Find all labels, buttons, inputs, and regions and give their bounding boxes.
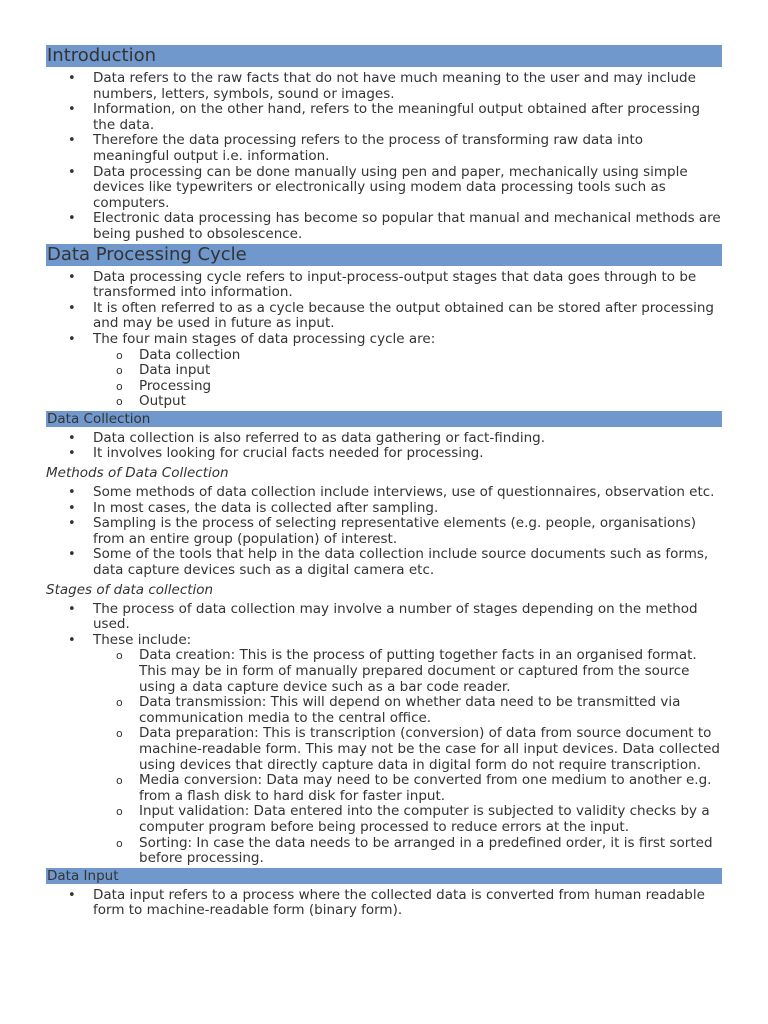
list-item — [46, 633, 722, 867]
heading-data-processing-cycle: Data Processing Cycle — [46, 244, 722, 266]
sub-list-item: o Output — [93, 394, 722, 410]
list-item — [46, 332, 722, 410]
list-item: • Some methods of data collection include interviews, use of questionnaires, observation etc. — [46, 485, 722, 501]
sub-list-item: o Media conversion: Data may need to be converted from one medium to another e.g. from a flash disk to hard disk for faster input. — [93, 773, 722, 804]
list-item: • In most cases, the data is collected after sampling. — [46, 501, 722, 517]
sub-list-item: o Processing — [93, 379, 722, 395]
list-item: • It involves looking for crucial facts needed for processing. — [46, 446, 722, 462]
sub-list-item: o Data preparation: This is transcription (conversion) of data from source document to machine-readable form. This may not be the case for all input devices. Data collected using devices that directly capture data in digital form do not require transcription. — [93, 726, 722, 773]
sub-list-item: o Sorting: In case the data needs to be arranged in a predefined order, it is first sorted before processing. — [93, 836, 722, 867]
list-item: • Data collection is also referred to as data gathering or fact-finding. — [46, 431, 722, 447]
stages-list — [46, 602, 722, 867]
heading-introduction: Introduction — [46, 45, 722, 67]
input-list — [46, 888, 722, 919]
stages-sub-list — [93, 648, 722, 866]
list-item-text: These include: — [93, 631, 192, 648]
introduction-list — [46, 71, 722, 243]
document-content — [46, 45, 722, 920]
list-item: • Data processing can be done manually using pen and paper, mechanically using simple devices like typewriters or electronically using modem data processing tools such as computers. — [46, 165, 722, 212]
list-item: • Data refers to the raw facts that do not have much meaning to the user and may include numbers, letters, symbols, sound or images. — [46, 71, 722, 102]
cycle-stages-list — [93, 348, 722, 410]
cycle-list — [46, 270, 722, 410]
heading-data-collection: Data Collection — [46, 411, 722, 427]
heading-data-input: Data Input — [46, 868, 722, 884]
list-item: • Sampling is the process of selecting representative elements (e.g. people, organisations) from an entire group (population) of interest. — [46, 516, 722, 547]
list-item: • Information, on the other hand, refers to the meaningful output obtained after processing the data. — [46, 102, 722, 133]
sub-list-item: o Data creation: This is the process of putting together facts in an organised format. This may be in form of manually prepared document or captured from the source using a data capture device such as a bar code reader. — [93, 648, 722, 695]
sub-list-item: o Data input — [93, 363, 722, 379]
list-item: • Data input refers to a process where the collected data is converted from human readable form to machine-readable form (binary form). — [46, 888, 722, 919]
list-item: • Data processing cycle refers to input-process-output stages that data goes through to be transformed into information. — [46, 270, 722, 301]
list-item: • Therefore the data processing refers to the process of transforming raw data into meaningful output i.e. information. — [46, 133, 722, 164]
heading-methods-of-data-collection: Methods of Data Collection — [46, 465, 229, 482]
list-item: • The process of data collection may involve a number of stages depending on the method used. — [46, 602, 722, 633]
list-item-text: The four main stages of data processing cycle are: — [93, 330, 436, 347]
sub-list-item: o Input validation: Data entered into the computer is subjected to validity checks by a computer program before being processed to reduce errors at the input. — [93, 804, 722, 835]
methods-list — [46, 485, 722, 579]
sub-list-item: o Data collection — [93, 348, 722, 364]
collection-list — [46, 431, 722, 462]
list-item: • It is often referred to as a cycle because the output obtained can be stored after processing and may be used in future as input. — [46, 301, 722, 332]
list-item: • Some of the tools that help in the data collection include source documents such as forms, data capture devices such as a digital camera etc. — [46, 547, 722, 578]
list-item: • Electronic data processing has become so popular that manual and mechanical methods are being pushed to obsolescence. — [46, 211, 722, 242]
sub-list-item: o Data transmission: This will depend on whether data need to be transmitted via communication media to the central office. — [93, 695, 722, 726]
heading-stages-of-data-collection: Stages of data collection — [46, 581, 214, 598]
